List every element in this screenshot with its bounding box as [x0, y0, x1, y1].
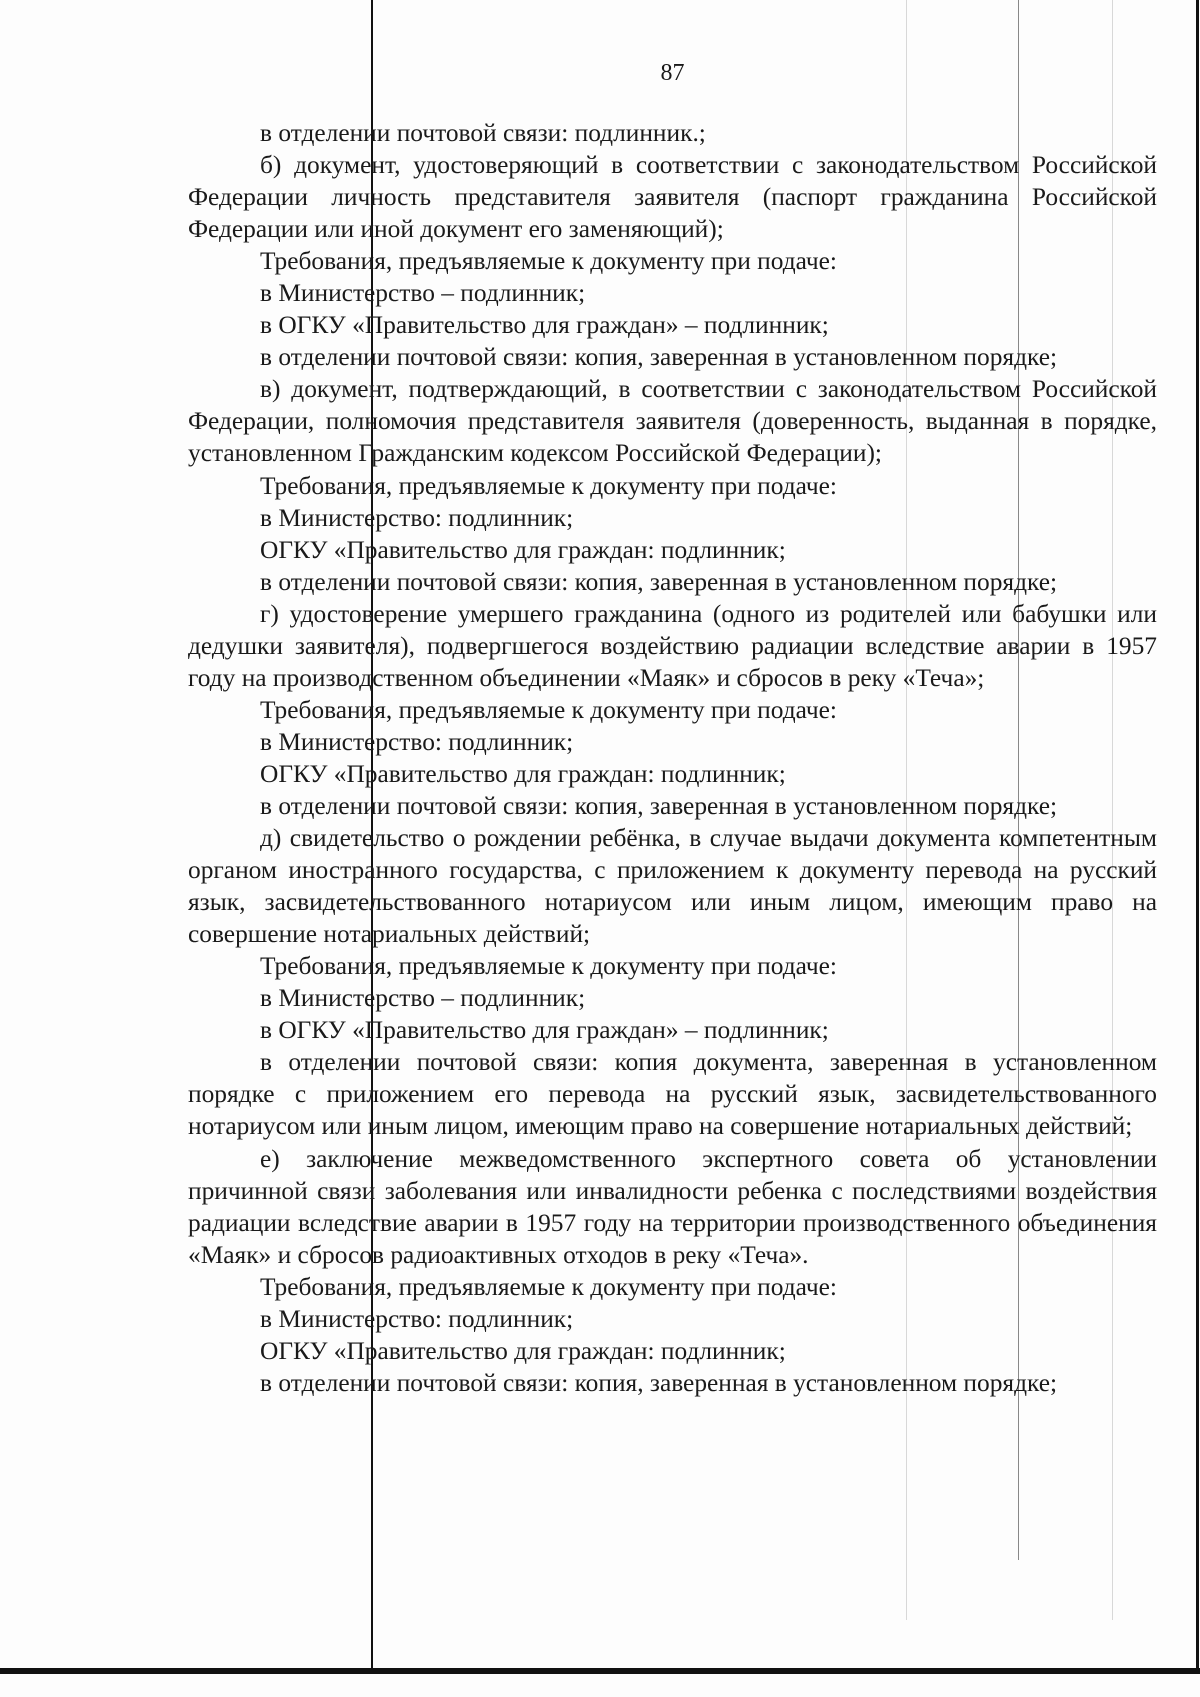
- paragraph: в отделении почтовой связи: копия, заверенная в установленном порядке;: [260, 1368, 1058, 1397]
- scan-artifact-bottom-edge: [0, 1668, 1200, 1674]
- paragraph: ОГКУ «Правительство для граждан: подлинник;: [260, 759, 786, 788]
- paragraph: в ОГКУ «Правительство для граждан» – подлинник;: [260, 1016, 829, 1045]
- paragraph: д) свидетельство о рождении ребёнка, в случае выдачи документа компетентным органом иностранного государства, с приложением к документу перевода на русский язык, засвидетельствованного нотариусом или иным лицом, имеющим право на совершение нотариальных действий;: [188, 824, 1157, 949]
- paragraph: Требования, предъявляемые к документу при подаче:: [260, 695, 837, 724]
- paragraph: в отделении почтовой связи: копия документа, заверенная в установленном порядке с приложением его перевода на русский язык, засвидетельствованного нотариусом или иным лицом, имеющим право на совершение нотариальных действий;: [188, 1048, 1157, 1141]
- paragraph: Требования, предъявляемые к документу при подаче:: [260, 952, 837, 981]
- paragraph: е) заключение межведомственного экспертного совета об установлении причинной связи заболевания или инвалидности ребенка с последствиями воздействия радиации вследствие аварии в 1957 году на территории производственного объединения «Маяк» и сбросов радиоактивных отходов в реку «Теча».: [188, 1144, 1157, 1269]
- paragraph: б) документ, удостоверяющий в соответствии с законодательством Российской Федерации личность представителя заявителя (паспорт гражданина Российской Федерации или иной документ его заменяющий);: [188, 151, 1157, 244]
- paragraph: г) удостоверение умершего гражданина (одного из родителей или бабушки или дедушки заявителя), подвергшегося воздействию радиации вследствие аварии в 1957 году на производственном объединении «Маяк» и сбросов в реку «Теча»;: [188, 599, 1157, 692]
- document-body: [188, 117, 1157, 1399]
- paragraph: в ОГКУ «Правительство для граждан» – подлинник;: [260, 311, 829, 340]
- paragraph: в Министерство: подлинник;: [260, 1304, 574, 1333]
- paragraph: ОГКУ «Правительство для граждан: подлинник;: [260, 535, 786, 564]
- paragraph: в Министерство: подлинник;: [260, 503, 574, 532]
- paragraph: в Министерство – подлинник;: [260, 279, 586, 308]
- paragraph: в отделении почтовой связи: копия, заверенная в установленном порядке;: [260, 791, 1058, 820]
- paragraph: в Министерство – подлинник;: [260, 984, 586, 1013]
- paragraph: в отделении почтовой связи: подлинник.;: [260, 119, 706, 147]
- paragraph: в) документ, подтверждающий, в соответствии с законодательством Российской Федерации, полномочия представителя заявителя (доверенность, выданная в порядке, установленном Гражданским кодексом Российской Федерации);: [188, 375, 1157, 468]
- paragraph: в отделении почтовой связи: копия, заверенная в установленном порядке;: [260, 567, 1058, 596]
- paragraph: ОГКУ «Правительство для граждан: подлинник;: [260, 1336, 786, 1365]
- page-number: 87: [660, 60, 685, 86]
- paragraph: в отделении почтовой связи: копия, заверенная в установленном порядке;: [260, 343, 1058, 372]
- paragraph: Требования, предъявляемые к документу при подаче:: [260, 471, 837, 500]
- paragraph: Требования, предъявляемые к документу при подаче:: [260, 1272, 837, 1301]
- paragraph: в Министерство: подлинник;: [260, 727, 574, 756]
- scan-artifact-page-edge: [1196, 0, 1199, 1672]
- paragraph: Требования, предъявляемые к документу при подаче:: [260, 247, 837, 276]
